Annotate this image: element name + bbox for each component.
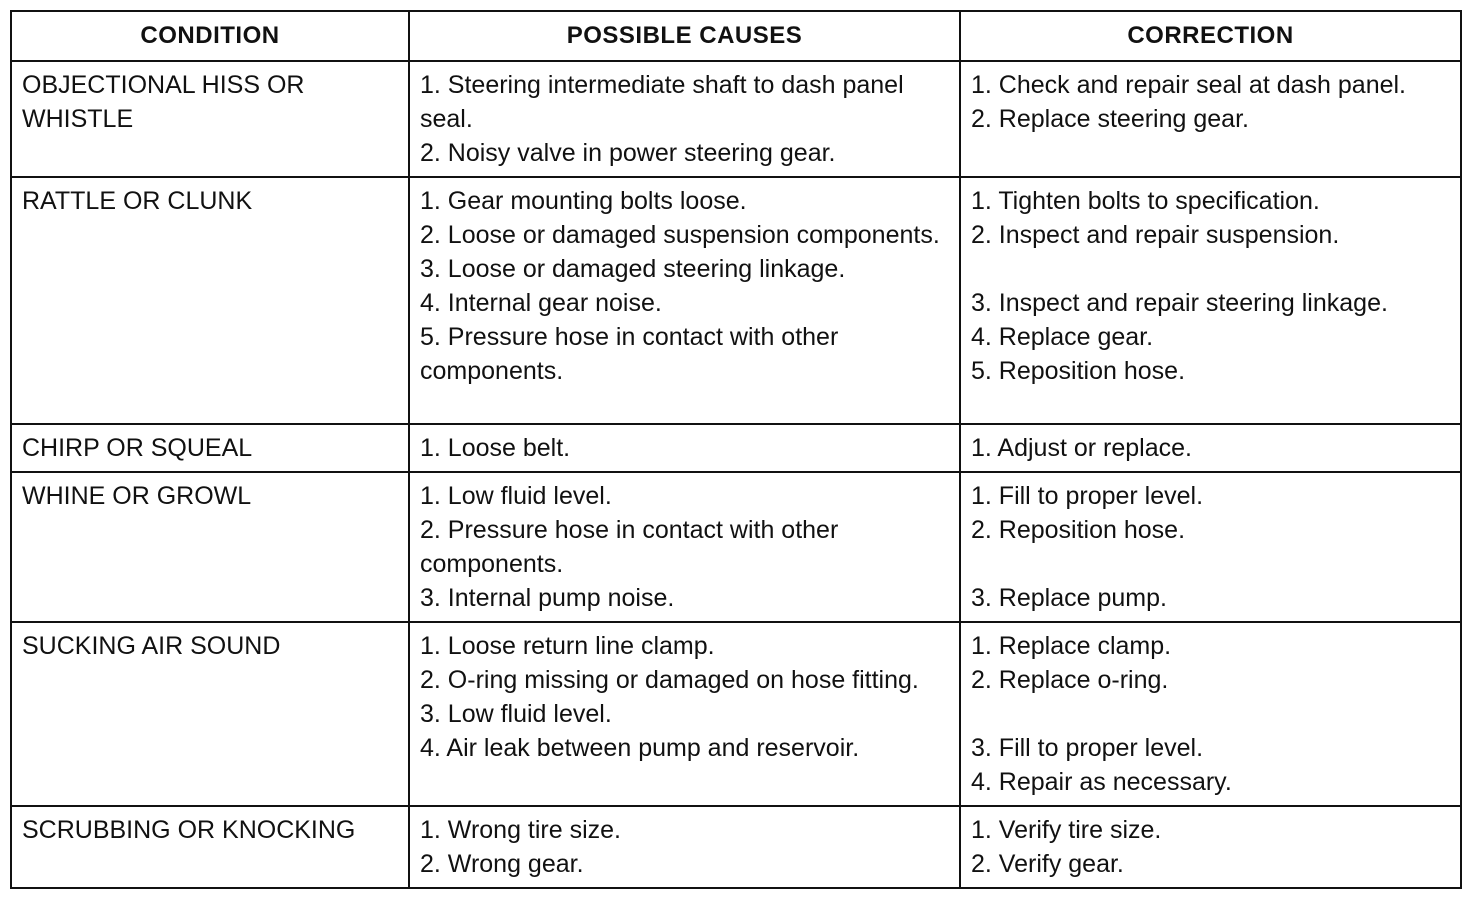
cause-item: 4. Internal gear noise. — [420, 289, 662, 317]
diagnosis-table — [10, 10, 1462, 889]
causes-cell — [409, 472, 960, 622]
cause-item: 2. Wrong gear. — [420, 850, 584, 878]
cause-item: 1. Low fluid level. — [420, 482, 612, 510]
header-condition: CONDITION — [11, 11, 409, 61]
header-correction: CORRECTION — [960, 11, 1461, 61]
correction-item: 1. Replace clamp. — [971, 632, 1172, 660]
condition-text: WHINE OR GROWL — [22, 482, 252, 510]
correction-item: 1. Tighten bolts to specification. — [971, 187, 1320, 215]
table-row — [11, 61, 1461, 177]
condition-cell — [11, 424, 409, 472]
correction-item: 4. Replace gear. — [971, 323, 1154, 351]
causes-cell — [409, 622, 960, 806]
line-spacer — [971, 547, 1452, 581]
correction-item: 2. Replace o-ring. — [971, 666, 1169, 694]
cause-item: 2. Pressure hose in contact with other components. — [420, 516, 839, 578]
table-row — [11, 806, 1461, 888]
cause-item: 2. O-ring missing or damaged on hose fitting. — [420, 666, 919, 694]
condition-text: SUCKING AIR SOUND — [22, 632, 281, 660]
correction-item: 3. Fill to proper level. — [971, 734, 1204, 762]
correction-item: 2. Reposition hose. — [971, 516, 1186, 544]
condition-cell — [11, 61, 409, 177]
correction-item: 2. Verify gear. — [971, 850, 1124, 878]
correction-cell — [960, 424, 1461, 472]
causes-cell — [409, 424, 960, 472]
correction-item: 5. Reposition hose. — [971, 357, 1186, 385]
correction-item: 1. Fill to proper level. — [971, 482, 1204, 510]
table-row — [11, 622, 1461, 806]
correction-cell — [960, 622, 1461, 806]
line-spacer — [971, 252, 1452, 286]
condition-text: OBJECTIONAL HISS OR WHISTLE — [22, 71, 305, 133]
causes-cell — [409, 61, 960, 177]
cause-item: 3. Internal pump noise. — [420, 584, 675, 612]
correction-cell — [960, 177, 1461, 424]
cause-item: 4. Air leak between pump and reservoir. — [420, 734, 860, 762]
condition-cell — [11, 177, 409, 424]
cause-item: 5. Pressure hose in contact with other components. — [420, 323, 839, 385]
cause-item: 3. Loose or damaged steering linkage. — [420, 255, 846, 283]
cause-item: 3. Low fluid level. — [420, 700, 612, 728]
correction-item: 2. Inspect and repair suspension. — [971, 221, 1340, 249]
condition-text: CHIRP OR SQUEAL — [22, 434, 253, 462]
line-spacer — [971, 697, 1452, 731]
header-possible-causes: POSSIBLE CAUSES — [409, 11, 960, 61]
correction-cell — [960, 806, 1461, 888]
causes-cell — [409, 806, 960, 888]
table-row — [11, 472, 1461, 622]
condition-cell — [11, 472, 409, 622]
cause-item: 1. Gear mounting bolts loose. — [420, 187, 747, 215]
condition-cell — [11, 622, 409, 806]
correction-item: 3. Inspect and repair steering linkage. — [971, 289, 1388, 317]
correction-cell — [960, 61, 1461, 177]
condition-cell — [11, 806, 409, 888]
cause-item: 2. Noisy valve in power steering gear. — [420, 139, 836, 167]
table-row — [11, 424, 1461, 472]
correction-item: 1. Adjust or replace. — [971, 434, 1192, 462]
condition-text: SCRUBBING OR KNOCKING — [22, 816, 356, 844]
cause-item: 1. Wrong tire size. — [420, 816, 622, 844]
cause-item: 1. Steering intermediate shaft to dash panel seal. — [420, 71, 904, 133]
correction-item: 1. Verify tire size. — [971, 816, 1162, 844]
correction-item: 2. Replace steering gear. — [971, 105, 1249, 133]
correction-cell — [960, 472, 1461, 622]
causes-cell — [409, 177, 960, 424]
header-row — [11, 11, 1461, 61]
cause-item: 2. Loose or damaged suspension components. — [420, 221, 940, 249]
cause-item: 1. Loose return line clamp. — [420, 632, 715, 660]
table-row — [11, 177, 1461, 424]
correction-item: 4. Repair as necessary. — [971, 768, 1232, 796]
correction-item: 3. Replace pump. — [971, 584, 1167, 612]
condition-text: RATTLE OR CLUNK — [22, 187, 253, 215]
correction-item: 1. Check and repair seal at dash panel. — [971, 71, 1406, 99]
cause-item: 1. Loose belt. — [420, 434, 571, 462]
